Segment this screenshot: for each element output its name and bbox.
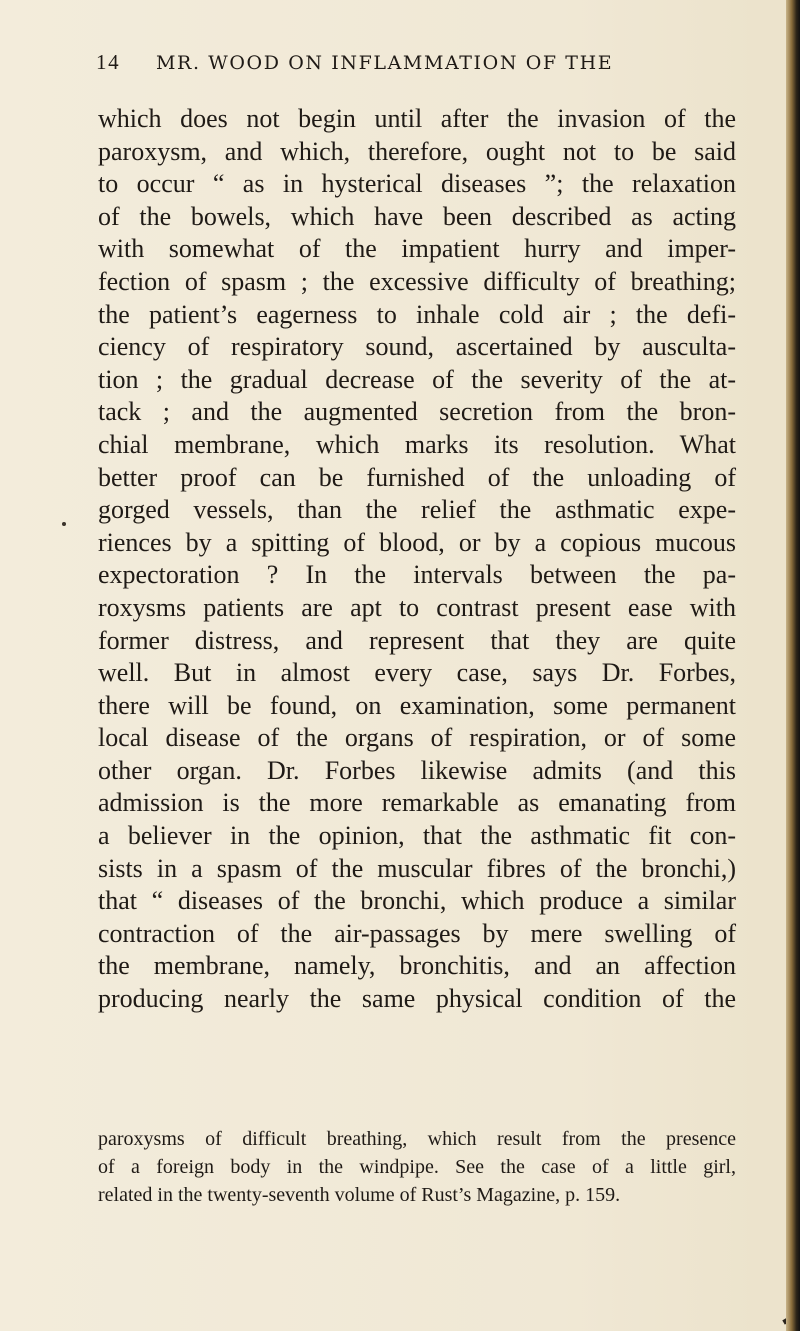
text-line: with somewhat of the impatient hurry and imper- <box>98 234 736 264</box>
text-line: sists in a spasm of the muscular fibres of the bronchi,) <box>98 853 736 883</box>
page-edge-shadow <box>786 0 800 1331</box>
text-line: a believer in the opinion, that the asthmatic fit con- <box>98 821 736 851</box>
text-line: gorged vessels, than the relief the asthmatic expe- <box>98 495 736 525</box>
running-title: MR. WOOD ON INFLAMMATION OF THE <box>156 52 614 74</box>
body-text <box>98 103 736 1016</box>
note-line: related in the twenty-seventh volume of Rust’s Magazine, p. 159. <box>98 1184 621 1206</box>
text-line: expectoration ? In the intervals between the pa- <box>98 560 736 590</box>
margin-speck <box>62 522 66 526</box>
text-line: contraction of the air-passages by mere swelling of <box>98 918 736 948</box>
text-line: riences by a spitting of blood, or by a copious mucous <box>98 527 736 557</box>
text-line: former distress, and represent that they are quite <box>98 625 736 655</box>
footnote-text <box>98 1125 736 1209</box>
text-line: well. But in almost every case, says Dr. Forbes, <box>98 658 736 688</box>
running-header <box>96 50 736 80</box>
text-line: of the bowels, which have been described as acting <box>98 201 736 231</box>
text-line: tion ; the gradual decrease of the severity of the at- <box>98 364 736 394</box>
page-number: 14 <box>96 50 121 74</box>
text-line: paroxysm, and which, therefore, ought not to be said <box>98 136 736 166</box>
text-line: local disease of the organs of respiration, or of some <box>98 723 736 753</box>
text-line: admission is the more remarkable as emanating from <box>98 788 736 818</box>
text-line: there will be found, on examination, some permanent <box>98 690 736 720</box>
text-line: that “ diseases of the bronchi, which produce a similar <box>98 886 736 916</box>
note-line: paroxysms of difficult breathing, which result from the presence <box>98 1128 736 1150</box>
note-line: of a foreign body in the windpipe. See the case of a little girl, <box>98 1156 736 1178</box>
text-line: ciency of respiratory sound, ascertained by ausculta- <box>98 332 736 362</box>
text-line: the membrane, namely, bronchitis, and an affection <box>98 951 736 981</box>
text-line: producing nearly the same physical condition of the <box>98 984 736 1014</box>
text-line: to occur “ as in hysterical diseases ”; the relaxation <box>98 169 736 199</box>
text-line: roxysms patients are apt to contrast present ease with <box>98 592 736 622</box>
text-line: the patient’s eagerness to inhale cold air ; the defi- <box>98 299 736 329</box>
text-line: which does not begin until after the invasion of the <box>98 104 736 133</box>
text-line: chial membrane, which marks its resolution. What <box>98 429 736 459</box>
text-line: other organ. Dr. Forbes likewise admits (and this <box>98 755 736 785</box>
text-line: fection of spasm ; the excessive difficulty of breathing; <box>98 266 736 296</box>
text-line: better proof can be furnished of the unloading of <box>98 462 736 492</box>
text-line: tack ; and the augmented secretion from the bron- <box>98 397 736 427</box>
